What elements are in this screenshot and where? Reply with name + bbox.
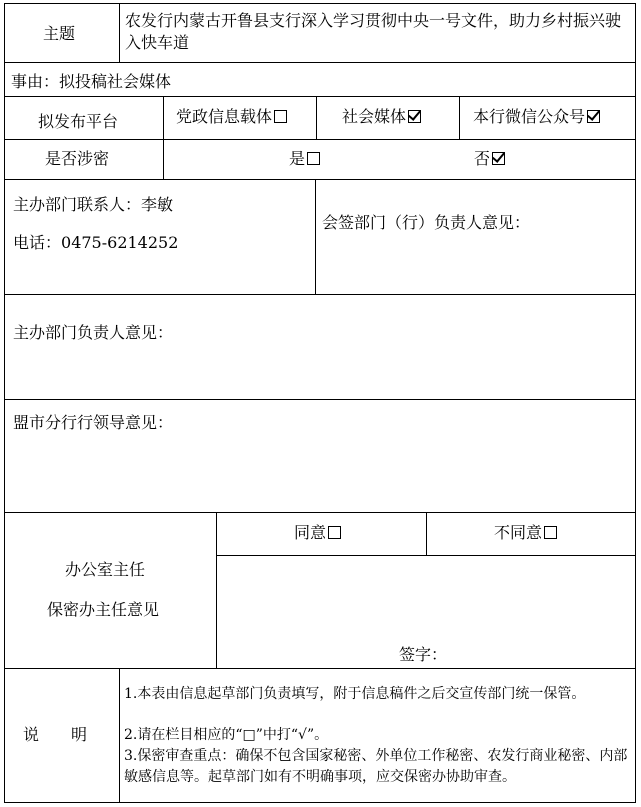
platform-option-party[interactable] <box>176 106 287 128</box>
row-divider <box>5 512 635 513</box>
col-divider <box>163 139 164 179</box>
contact-name: 李敏 <box>141 195 174 214</box>
row-divider <box>5 96 635 97</box>
col-divider <box>163 96 164 139</box>
secret-option-no[interactable] <box>474 148 505 170</box>
checkbox-icon[interactable] <box>274 110 287 123</box>
row-divider <box>5 62 635 63</box>
disagree-label: 不同意 <box>494 523 543 542</box>
col-divider <box>459 96 460 139</box>
col-divider <box>426 512 427 555</box>
col-divider <box>315 179 316 294</box>
cosign-label: 会签部门（行）负责人意见： <box>322 213 531 232</box>
office-option-disagree[interactable] <box>494 522 557 544</box>
contact-label: 主办部门联系人： <box>13 195 142 214</box>
notes-item-1: 1.本表由信息起草部门负责填写，附于信息稿件之后交宣传部门统一保管。 <box>124 686 586 702</box>
col-divider <box>119 4 120 62</box>
notes-label: 说 明 <box>23 725 88 744</box>
signature-label: 签字： <box>399 645 448 664</box>
city-leader-label: 盟市分行行领导意见： <box>13 413 174 432</box>
platform-label: 拟发布平台 <box>38 112 119 131</box>
notes-item-2: 2.请在栏目相应的“□”中打“√”。 <box>124 727 329 743</box>
checkbox-icon[interactable] <box>307 152 320 165</box>
office-label-line2: 保密办主任意见 <box>47 600 160 619</box>
secret-option-yes[interactable] <box>289 148 320 170</box>
secret-label: 是否涉密 <box>45 149 110 168</box>
office-label-line1: 办公室主任 <box>65 560 146 579</box>
row-divider <box>5 294 635 295</box>
checkbox-icon[interactable] <box>544 526 557 539</box>
checkbox-checked-icon[interactable] <box>492 152 505 165</box>
col-divider <box>316 96 317 139</box>
subject-value: 农发行内蒙古开鲁县支行深入学习贯彻中央一号文件，助力乡村振兴驶入快车道 <box>125 11 622 52</box>
office-option-agree[interactable] <box>294 522 341 544</box>
row-divider <box>5 668 635 669</box>
col-divider <box>216 512 217 668</box>
notes-item-3: 3.保密审查重点：确保不包含国家秘密、外单位工作秘密、农发行商业秘密、内部敏感信息等。起草部门如有不明确事项，应交保密办协助审查。 <box>124 748 628 785</box>
platform-option-label: 社会媒体 <box>342 107 407 126</box>
checkbox-checked-icon[interactable] <box>587 110 600 123</box>
row-divider <box>5 399 635 400</box>
row-divider <box>216 555 635 556</box>
reason-label: 事由： <box>11 72 60 91</box>
phone-value: 0475-6214252 <box>61 233 179 252</box>
secret-no-label: 否 <box>474 149 491 168</box>
row-divider <box>5 179 635 180</box>
dept-head-label: 主办部门负责人意见： <box>13 323 174 342</box>
approval-form <box>4 3 636 803</box>
platform-option-social[interactable] <box>342 106 421 128</box>
col-divider <box>119 668 120 802</box>
platform-option-label: 本行微信公众号 <box>473 107 586 126</box>
row-divider <box>5 139 635 140</box>
reason-field <box>11 71 171 93</box>
checkbox-icon[interactable] <box>328 526 341 539</box>
contact-person <box>13 194 173 216</box>
platform-option-label: 党政信息载体 <box>176 107 273 126</box>
secret-yes-label: 是 <box>289 149 306 168</box>
agree-label: 同意 <box>294 523 327 542</box>
phone-label: 电话： <box>13 233 62 252</box>
contact-phone <box>13 232 178 254</box>
reason-value: 拟投稿社会媒体 <box>59 72 172 91</box>
subject-label: 主题 <box>43 24 76 43</box>
checkbox-checked-icon[interactable] <box>408 110 421 123</box>
platform-option-wechat[interactable] <box>473 106 600 128</box>
